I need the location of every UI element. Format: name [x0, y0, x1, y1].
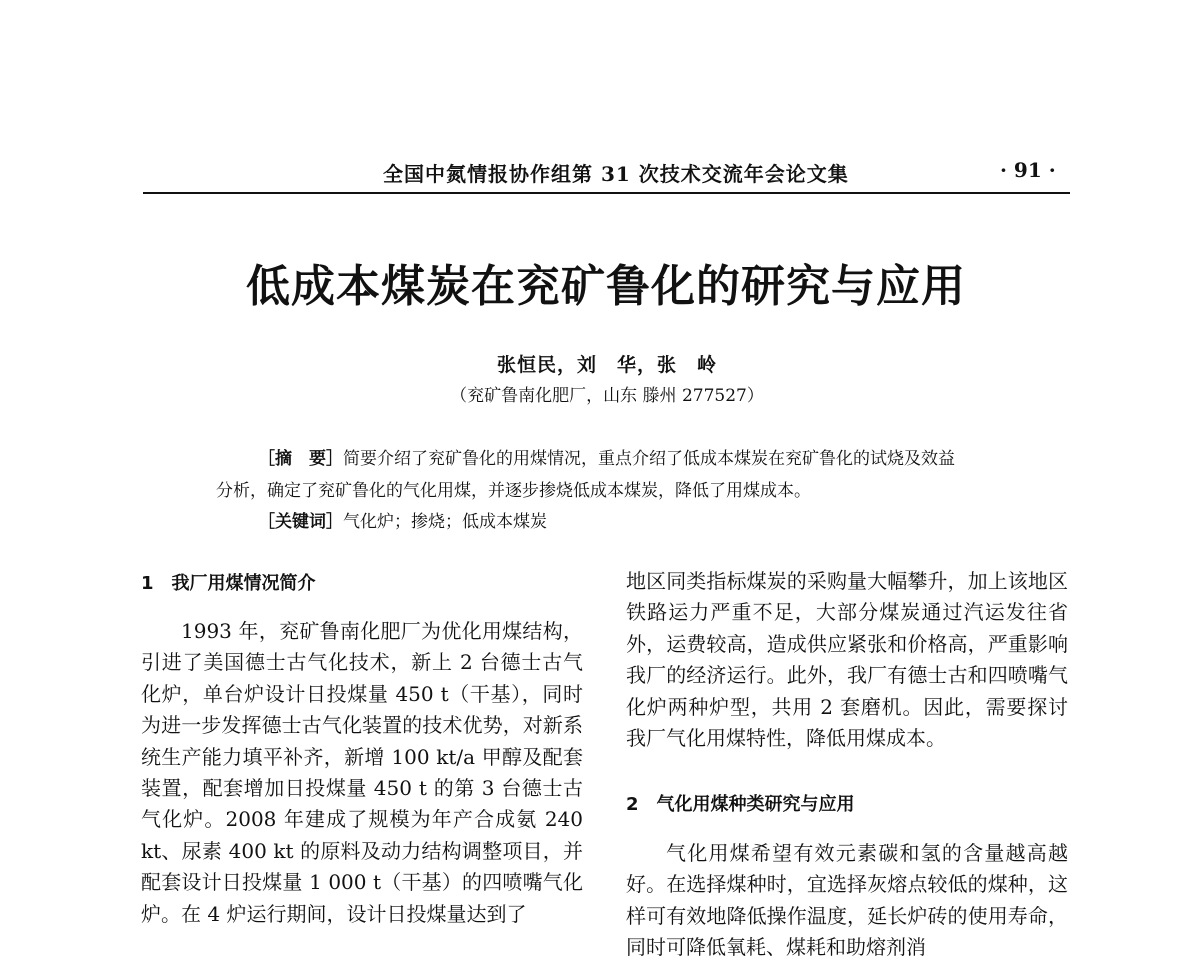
header-rule — [143, 192, 1070, 194]
section-2-heading: 2 气化用煤种类研究与应用 — [626, 794, 855, 815]
paper-title: 低成本煤炭在兖矿鲁化的研究与应用 — [246, 261, 966, 312]
section-1-continuation: 地区同类指标煤炭的采购量大幅攀升，加上该地区铁路运力严重不足，大部分煤炭通过汽运发往省外，运费较高，造成供应紧张和价格高，严重影响我厂的经济运行。此外，我厂有德士古和四喷嘴气化炉两种炉型，共用 2 套磨机。因此，需要探讨我厂气化用煤特性，降低用煤成本。 — [626, 569, 1068, 751]
keywords-label: ［关键词］ — [258, 512, 343, 532]
authors: 张恒民，刘 华，张 岭 — [496, 354, 717, 376]
section-1-paragraph: 1993 年，兖矿鲁南化肥厂为优化用煤结构，引进了美国德士古气化技术，新上 2 台德士古气化炉，单台炉设计日投煤量 450 t（干基），同时为进一步发挥德士古气化装置的技术优势，对新系统生产能力填平补齐，新增 100 kt/a 甲醇及配套装置，配套增加日投煤量 450 t 的第 3 台德士古气化炉。2008 年建成了规模为年产合成氨 240 kt、尿素 400 kt 的原料及动力结构调整项目，并配套设计日投煤量 1 000 t（干基）的四喷嘴气化炉。在 4 炉运行期间，设计日投煤量达到了 — [141, 619, 583, 926]
right-column — [626, 566, 1068, 754]
abstract-line-1 — [258, 444, 955, 469]
keywords-line — [258, 507, 547, 532]
section-2-paragraph: 气化用煤希望有效元素碳和氢的含量越高越好。在选择煤种时，宜选择灰熔点较低的煤种，这样可有效地降低操作温度，延长炉砖的使用寿命，同时可降低氧耗、煤耗和助熔剂消 — [626, 841, 1068, 960]
section-1-heading: 1 我厂用煤情况简介 — [141, 573, 316, 594]
abstract-text-1: 简要介绍了兖矿鲁化的用煤情况，重点介绍了低成本煤炭在兖矿鲁化的试烧及效益 — [343, 449, 955, 469]
left-column — [141, 616, 583, 930]
keywords-text: 气化炉；掺烧；低成本煤炭 — [343, 512, 547, 532]
running-header: 全国中氮情报协作组第 31 次技术交流年会论文集 — [383, 162, 849, 186]
right-column-section-2 — [626, 838, 1068, 964]
affiliation: （兖矿鲁南化肥厂，山东 滕州 277527） — [450, 386, 764, 406]
page-number: · 91 · — [1000, 158, 1056, 182]
abstract-label: ［摘 要］ — [258, 449, 343, 469]
abstract-text-2: 分析，确定了兖矿鲁化的气化用煤，并逐步掺烧低成本煤炭，降低了用煤成本。 — [216, 481, 811, 501]
